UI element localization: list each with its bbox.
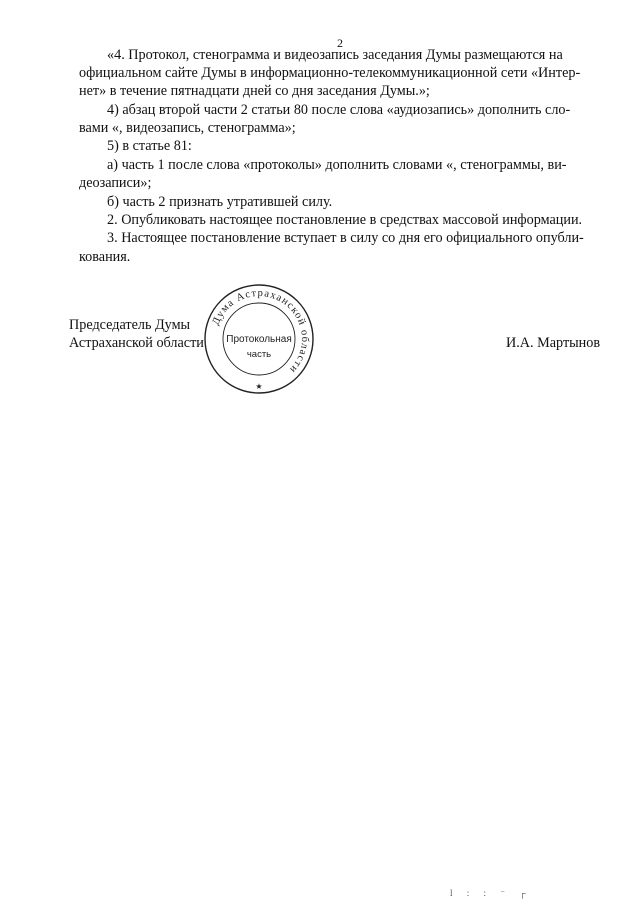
body-line: кования. [79,249,131,265]
official-stamp [203,283,315,395]
signatory-region: Астраханской области [69,335,204,351]
body-line: 4) абзац второй части 2 статьи 80 после слова «аудиозапись» дополнить сло- [107,102,571,118]
body-line: нет» в течение пятнадцати дней со дня заседания Думы.»; [79,83,430,99]
stamp-star-icon: ★ [255,382,263,391]
stamp-center-line2: часть [246,349,272,360]
body-line: б) часть 2 признать утратившей силу. [107,194,333,210]
stamp-ring-text: Дума Астраханской области [210,287,311,376]
scan-marks: l : : ⁻ ┌ [450,888,532,898]
body-line: 5) в статье 81: [107,138,192,154]
stamp-center-line1: Протокольная [226,334,292,345]
body-line: вами «, видеозапись, стенограмма»; [79,120,296,136]
body-line: деозаписи»; [79,175,152,191]
signatory-title: Председатель Думы [69,317,191,333]
body-line: 2. Опубликовать настоящее постановление в средствах массовой информации. [107,212,583,228]
page-number: 2 [337,36,343,50]
body-line: официальном сайте Думы в информационно-телекоммуникационной сети «Интер- [79,65,581,81]
body-line: а) часть 1 после слова «протоколы» дополнить словами «, стенограммы, ви- [107,157,567,173]
body-line: 3. Настоящее постановление вступает в силу со дня его официального опубли- [107,230,584,246]
body-line: «4. Протокол, стенограмма и видеозапись заседания Думы размещаются на [107,47,563,63]
signatory-name: И.А. Мартынов [506,335,601,351]
